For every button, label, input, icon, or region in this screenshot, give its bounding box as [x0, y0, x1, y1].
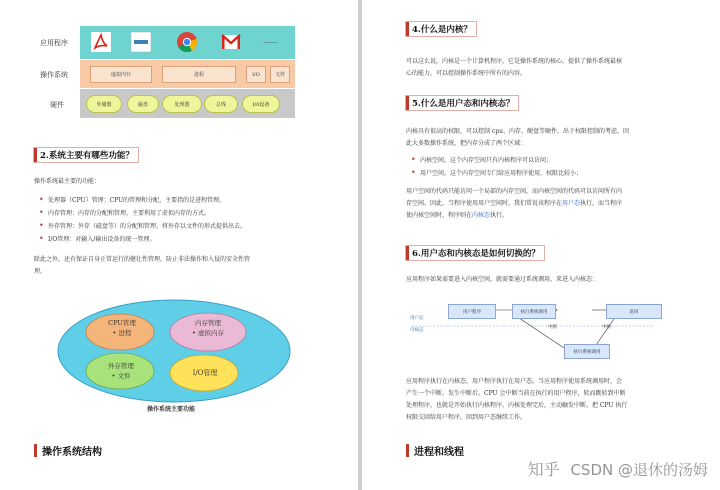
flow-box-syscall: 执行系统调用	[512, 304, 556, 319]
section6-heading: 6.用户态和内核态是如何切换的？	[406, 246, 544, 260]
csdn-watermark: CSDN @退休的汤姆	[570, 461, 708, 479]
section4-line2: 心的能力，可以控制操作系统中所有的内容。	[406, 70, 527, 77]
section6-p-line2: 产生一个中断。发生中断后，CPU 会中断当前在执行的用户程序，转而跳转到中断	[406, 390, 626, 397]
section5-line2: 此大多数操作系统，把内存分成了两个区域：	[406, 140, 527, 147]
zhihu-watermark: 知乎	[527, 460, 560, 479]
kernel-mode-highlight: 内核态	[472, 212, 491, 219]
list-item: • 内存管理：内存的分配和管理，主要利用了虚拟内存的方式。	[38, 207, 348, 220]
left-page	[0, 0, 358, 490]
section6-p-line3: 处理程序，也就是开始执行内核程序。内核处理完后，主动触发中断，把 CPU 执行	[406, 402, 628, 409]
gmail-icon	[220, 31, 242, 53]
section2-intro: 操作系统最主要的功能：	[34, 178, 101, 185]
section5-p2-line1: 用户空间的代码只能访问一个局部的内存空间，而内核空间的代码可以访问所有内	[406, 188, 623, 195]
os-item-process: 进程	[162, 66, 236, 83]
section4-line1: 可以这么说，内核是一个计算机程序，它是操作系统的核心，提供了操作系统最核	[406, 58, 623, 65]
title-bar	[34, 444, 37, 457]
chrome-icon	[176, 31, 198, 53]
section5-p2-line2: 存空间。因此，当程序使用用户空间时，我们常说该程序在用户态执行，而当程序	[406, 200, 623, 207]
editor-icon	[130, 31, 152, 53]
os-item-file: 文件	[270, 66, 290, 83]
section6-p-line1: 应用程序执行在内核态，用户程序执行在用户态。当应用程序使用系统调用时，会	[406, 378, 623, 385]
section5-p2-line3: 使内核空间时，程序则在内核态执行。	[406, 212, 509, 219]
os-item-io: I/O	[246, 66, 266, 83]
hw-item-bus: 总线	[204, 95, 238, 113]
list-item: • 内核空间，这个内存空间只有内核程序可以访问；	[410, 154, 710, 167]
kernel-mode-label: 内核态	[410, 328, 424, 333]
apps-more: ……	[263, 37, 277, 45]
section2-bullet-list	[38, 194, 348, 246]
list-item: • I/O管理：对输入/输出设备的统一管理。	[38, 233, 348, 246]
section5-line1: 内核具有很高的权限，可以控制 cpu、内存、硬盘等硬件，出于权限控制的考虑，因	[406, 128, 629, 135]
os-layer-label: 操作系统	[40, 71, 68, 79]
section6-intro: 应用程序如果需要进入内核空间，就需要通过系统调用，来进入内核态：	[406, 276, 599, 283]
title-bar	[406, 444, 409, 457]
external-storage-label: 外存管理 • 文件	[108, 362, 134, 380]
interrupt-label-2: 中断	[602, 325, 611, 330]
section2-extra-line2: 理。	[34, 268, 47, 275]
hw-item-processor: 处理器	[162, 95, 202, 113]
flow-box-user-program: 用户程序	[448, 304, 496, 319]
list-item: • 外存管理：外存（磁盘等）的分配和管理，将外存以文件的形式提供出去。	[38, 220, 348, 233]
watermark	[528, 457, 708, 480]
os-item-virtual-memory: 虚拟内存	[90, 66, 152, 83]
pdf-icon	[90, 31, 112, 53]
hw-item-storage: 外储器	[86, 95, 122, 113]
interrupt-label-1: 中断	[548, 325, 557, 330]
cpu-management-label: CPU管理 • 进程	[108, 319, 136, 337]
right-page	[362, 0, 720, 490]
flow-box-kernel-syscall: 执行系统调用	[564, 344, 610, 359]
flow-box-return: 返回	[606, 304, 662, 319]
user-mode-highlight: 用户态	[562, 200, 581, 207]
diagram-caption: 操作系统主要功能	[146, 406, 195, 413]
os-functions-diagram	[56, 298, 292, 404]
hw-item-disk: 磁盘	[127, 95, 159, 113]
section2-heading: 2.系统主要有哪些功能？	[34, 148, 138, 162]
hw-item-io-device: I/0设备	[242, 95, 280, 113]
list-item: • 用户空间，这个内存空间专门给应用程序使用，权限比较小；	[410, 167, 710, 180]
section5-heading: 5.什么是用户态和内核态？	[406, 96, 518, 110]
os-structure-title: 操作系统结构	[34, 443, 102, 458]
io-management-label: I/O管理	[192, 369, 218, 377]
list-item: • 处理器（CPU）管理：CPU的管理和分配，主要指的是进程管理。	[38, 194, 348, 207]
section2-extra-line1: 除此之外，还有保证自身正常运行的健壮性管理，防止非法操作和入侵的安全性管	[34, 256, 251, 263]
section4-heading: 4.什么是内核？	[406, 22, 476, 36]
section6-p-line4: 权限交回给用户程序，回到用户态继续工作。	[406, 414, 527, 421]
hw-layer-label: 硬件	[50, 101, 64, 109]
section5-bullet-list	[410, 154, 710, 180]
process-thread-title: 进程和线程	[406, 443, 464, 458]
user-mode-label: 用户态	[410, 316, 424, 321]
apps-layer-label: 应用程序	[40, 39, 68, 47]
memory-management-label: 内存管理 • 虚拟内存	[192, 319, 224, 337]
